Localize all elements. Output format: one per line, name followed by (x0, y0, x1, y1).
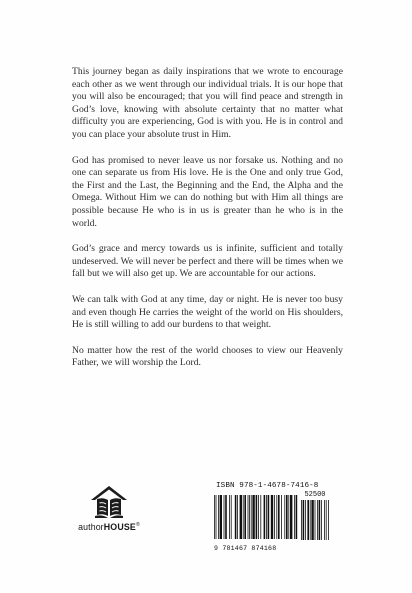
paragraph-3: God’s grace and mercy towards us is infinite, sufficient and totally undeserved. We will never be perfect and there will be times when we fall but we will also get up. We are accountable for our actions. (72, 243, 343, 280)
paragraph-2: God has promised to never leave us nor forsake us. Nothing and no one can separate us from His love. He is the One and only true God, the First and the Last, the Beginning and the End, the Alpha and the Omega. Without Him we can do nothing but with Him all things are possible because He who is in us is greater than he who is in the world. (72, 154, 343, 229)
price-barcode (301, 500, 329, 544)
blurb-text (72, 66, 343, 383)
ean-barcode (214, 495, 298, 539)
publisher-logo (78, 485, 140, 532)
registered-mark: ® (136, 522, 140, 529)
paragraph-5: No matter how the rest of the world chooses to view our Heavenly Father, we will worship the Lord. (72, 344, 343, 369)
publisher-name (78, 522, 140, 532)
isbn-barcode (214, 482, 332, 552)
ean-digits: 9 781467 874168 (214, 545, 277, 552)
paragraph-1: This journey began as daily inspirations that we wrote to encourage each other as we went through our individual trials. It is our hope that you will also be encouraged; that you will find peace and strength in God’s love, knowing with absolute certainty that no matter what difficulty you are experiencing, God is with you. He is in control and you can place your absolute trust in Him. (72, 66, 343, 140)
publisher-name-author: author (78, 522, 104, 532)
house-book-icon (90, 485, 128, 519)
price-code: 52500 (304, 491, 326, 499)
isbn-label: ISBN 978-1-4678-7416-8 (216, 482, 319, 490)
publisher-name-house: HOUSE (103, 522, 137, 532)
paragraph-4: We can talk with God at any time, day or night. He is never too busy and even though He carries the weight of the world on His shoulders, He is still willing to add our burdens to that weight. (72, 293, 343, 331)
